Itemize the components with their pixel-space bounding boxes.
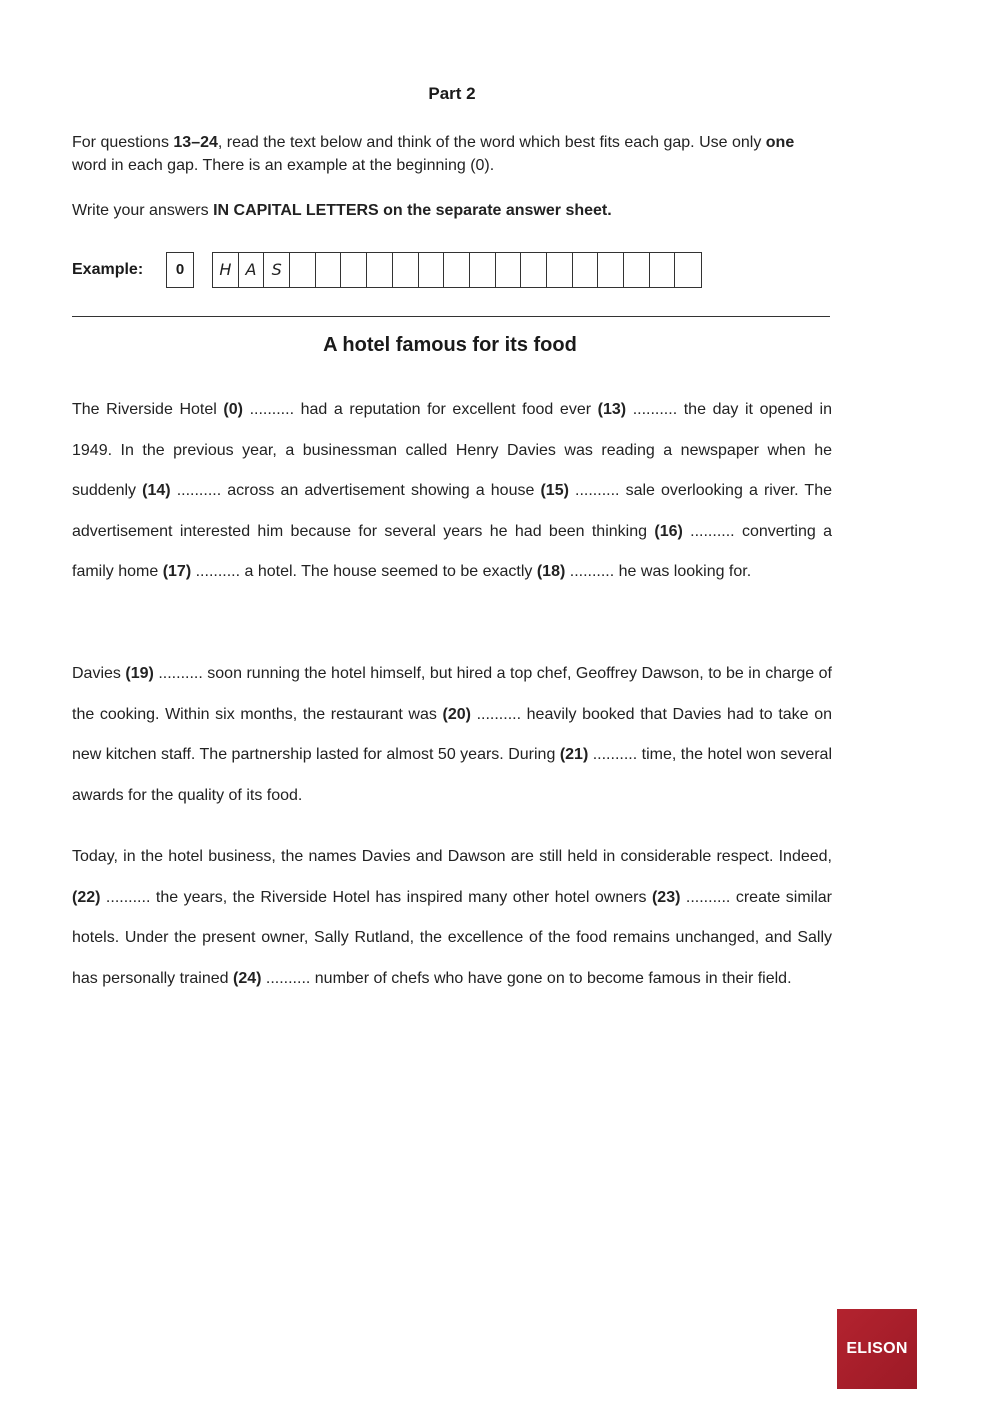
passage-text: .......... bbox=[242, 401, 301, 418]
answer-cell bbox=[470, 253, 496, 287]
answer-cell bbox=[624, 253, 650, 287]
answer-cell bbox=[367, 253, 393, 287]
answer-cell bbox=[341, 253, 367, 287]
instructions-text: For questions bbox=[72, 134, 174, 151]
passage-text: .......... soon running the hotel himself, but hired a top chef, Geoffrey Dawson, to be in charge of the cooking. Within six months, the restaurant was bbox=[72, 665, 832, 723]
passage-text: .......... heavily booked that Davies had to take on new kitchen staff. The partnership lasted for almost 50 years. During bbox=[72, 705, 832, 763]
gap-number: (15) bbox=[540, 482, 569, 499]
gap-number: (16) bbox=[654, 522, 683, 540]
answer-cell bbox=[521, 253, 547, 287]
answer-cell bbox=[393, 253, 419, 287]
answer-cell bbox=[547, 253, 573, 287]
part-title: Part 2 bbox=[428, 84, 476, 103]
passage-text: .......... sale overlooking a river. The advertisement interested him because for several years he had been thinking bbox=[72, 482, 833, 540]
passage-text: .......... a hotel. The house seemed to be exactly bbox=[191, 563, 537, 580]
instructions bbox=[72, 131, 832, 177]
answer-cell bbox=[598, 253, 624, 287]
answer-instructions-text: Write your answers bbox=[72, 202, 214, 219]
instructions-text: , read the text below and think of the word which best fits each gap. Use only bbox=[217, 134, 766, 151]
gap-number: (13) bbox=[597, 401, 627, 418]
elison-logo bbox=[837, 1309, 917, 1389]
answer-cell bbox=[419, 253, 445, 287]
passage-text: had a reputation for excellent food ever bbox=[300, 401, 598, 418]
answer-cell: S bbox=[264, 253, 290, 287]
logo-text: ELISON bbox=[846, 1340, 908, 1357]
passage-text: .......... converting a family home bbox=[72, 522, 832, 580]
passage-text: Davies bbox=[72, 665, 126, 682]
gap-number: (23) bbox=[651, 888, 681, 906]
example-label: Example: bbox=[72, 261, 144, 278]
example-number-box: 0 bbox=[166, 252, 194, 288]
gap-number: (14) bbox=[142, 482, 171, 499]
answer-cell bbox=[290, 253, 316, 287]
example-row bbox=[72, 252, 732, 289]
passage-text: .......... the day it opened in 1949. In the previous year, a businessman called Henry Davies was reading a newspaper when he suddenly bbox=[72, 401, 833, 499]
question-range: 13–24 bbox=[173, 134, 218, 151]
answer-instructions-emphasis: IN CAPITAL LETTERS on the separate answer sheet. bbox=[213, 202, 612, 219]
passage-text: The Riverside Hotel bbox=[72, 401, 224, 418]
instructions-emphasis: one bbox=[765, 134, 795, 151]
answer-cell bbox=[573, 253, 599, 287]
answer-cell bbox=[444, 253, 470, 287]
gap-number: (17) bbox=[162, 563, 192, 580]
gap-number: (21) bbox=[559, 746, 589, 763]
passage-text: .......... the years, the Riverside Hotel has inspired many other hotel owners bbox=[100, 888, 652, 906]
gap-number: (18) bbox=[536, 563, 566, 580]
passage-text: .......... time, the hotel won several awards for the quality of its food. bbox=[72, 746, 833, 804]
gap-number: (20) bbox=[442, 705, 471, 723]
instructions-text: word in each gap. There is an example at the beginning (0). bbox=[72, 157, 495, 174]
gap-number: (0) bbox=[223, 401, 243, 418]
passage-paragraph-3 bbox=[72, 837, 832, 999]
answer-instructions bbox=[72, 199, 832, 222]
text-title: A hotel famous for its food bbox=[323, 334, 577, 356]
answer-cell bbox=[316, 253, 342, 287]
gap-number: (24) bbox=[232, 969, 262, 987]
passage-paragraph-2 bbox=[72, 654, 832, 816]
divider bbox=[72, 316, 830, 317]
answer-cell bbox=[675, 253, 701, 287]
passage-text: .......... number of chefs who have gone on to become famous in their field. bbox=[261, 969, 792, 987]
passage-text: .......... across an advertisement showing a house bbox=[170, 482, 541, 499]
passage-text: Today, in the hotel business, the names Davies and Dawson are still held in considerable respect. Indeed, bbox=[72, 848, 832, 865]
answer-cell bbox=[496, 253, 522, 287]
passage-text: .......... he was looking for. bbox=[565, 563, 752, 580]
answer-cell: A bbox=[239, 253, 265, 287]
gap-number: (19) bbox=[125, 665, 154, 682]
example-answer-boxes bbox=[212, 252, 702, 288]
passage-paragraph-1 bbox=[72, 390, 832, 593]
passage-text: .......... create similar hotels. Under the present owner, Sally Rutland, the excellence of the food remains unchanged, and Sally has personally trained bbox=[72, 888, 833, 987]
answer-cell bbox=[650, 253, 676, 287]
gap-number: (22) bbox=[72, 888, 101, 906]
answer-cell: H bbox=[213, 253, 239, 287]
